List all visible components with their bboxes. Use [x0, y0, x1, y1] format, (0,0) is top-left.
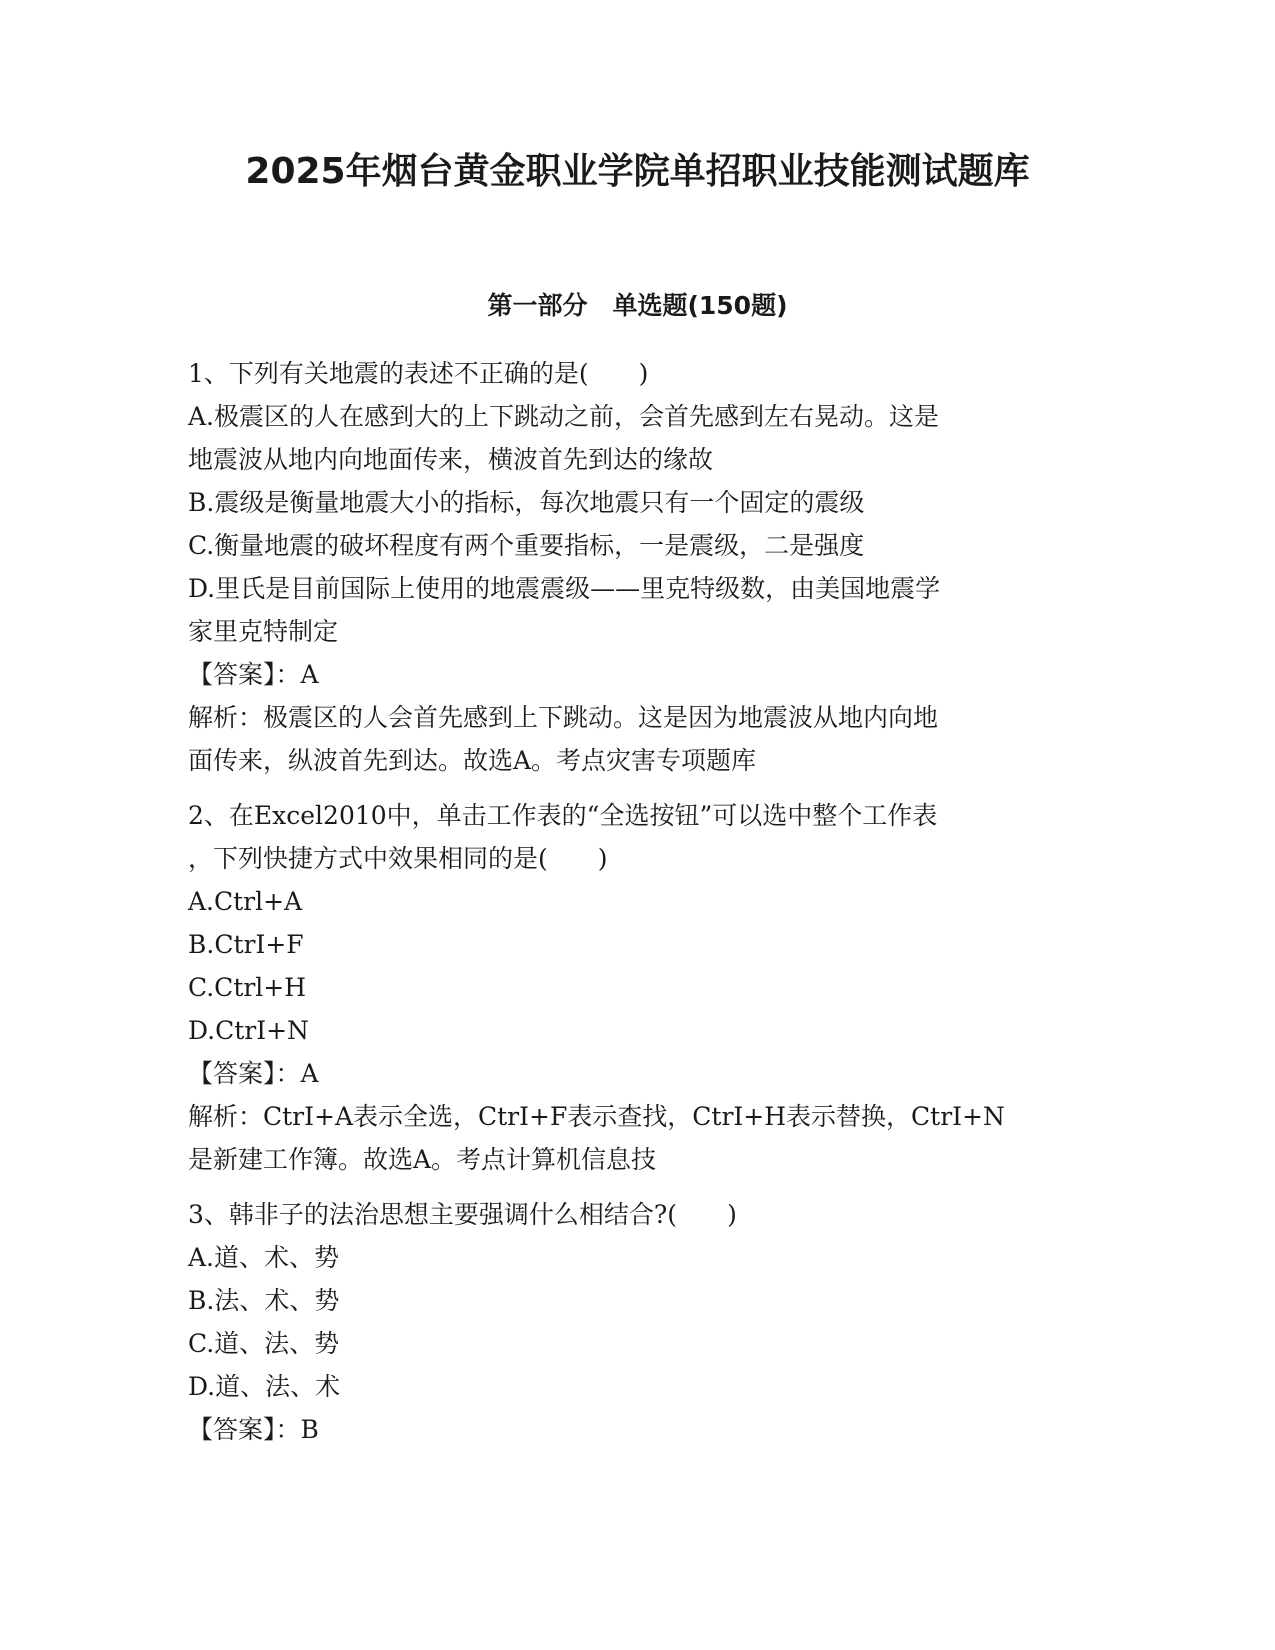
option-d: D.道、法、术	[188, 1372, 341, 1401]
question-2	[188, 794, 1088, 1181]
option-a: A.极震区的人在感到大的上下跳动之前，会首先感到左右晃动。这是	[188, 402, 940, 431]
document-title: 2025年烟台黄金职业学院单招职业技能测试题库	[245, 151, 1030, 192]
option-b: B.CtrI+F	[188, 930, 304, 959]
option-c: C.衡量地震的破坏程度有两个重要指标，一是震级，二是强度	[188, 531, 865, 560]
explanation-continued: 面传来，纵波首先到达。故选A。考点灾害专项题库	[188, 746, 757, 775]
question-text: 3、韩非子的法治思想主要强调什么相结合?( )	[188, 1200, 737, 1229]
explanation-continued: 是新建工作簿。故选A。考点计算机信息技	[188, 1145, 657, 1174]
question-text: 2、在Excel2010中，单击工作表的“全选按钮”可以选中整个工作表	[188, 801, 938, 830]
option-d: D.CtrI+N	[188, 1016, 309, 1045]
answer: 【答案】：A	[188, 1059, 319, 1088]
explanation: 解析：CtrI+A表示全选，CtrI+F表示查找，CtrI+H表示替换，CtrI+N	[188, 1102, 1005, 1131]
question-text-continued: ，下列快捷方式中效果相同的是( )	[188, 844, 608, 873]
section-title: 第一部分 单选题(150题)	[487, 291, 788, 320]
option-a: A.Ctrl+A	[188, 887, 303, 916]
answer: 【答案】：A	[188, 660, 319, 689]
question-1	[188, 352, 1088, 782]
question-list	[188, 352, 1088, 1463]
option-c: C.Ctrl+H	[188, 973, 307, 1002]
answer: 【答案】：B	[188, 1415, 319, 1444]
option-c: C.道、法、势	[188, 1329, 340, 1358]
option-b: B.法、术、势	[188, 1286, 340, 1315]
option-d-continued: 家里克特制定	[188, 617, 339, 646]
option-a-continued: 地震波从地内向地面传来，横波首先到达的缘故	[188, 445, 714, 474]
option-b: B.震级是衡量地震大小的指标，每次地震只有一个固定的震级	[188, 488, 865, 517]
option-a: A.道、术、势	[188, 1243, 340, 1272]
option-d: D.里氏是目前国际上使用的地震震级——里克特级数，由美国地震学	[188, 574, 941, 603]
question-3	[188, 1193, 1088, 1451]
explanation: 解析：极震区的人会首先感到上下跳动。这是因为地震波从地内向地	[188, 703, 939, 732]
question-text: 1、下列有关地震的表述不正确的是( )	[188, 359, 649, 388]
